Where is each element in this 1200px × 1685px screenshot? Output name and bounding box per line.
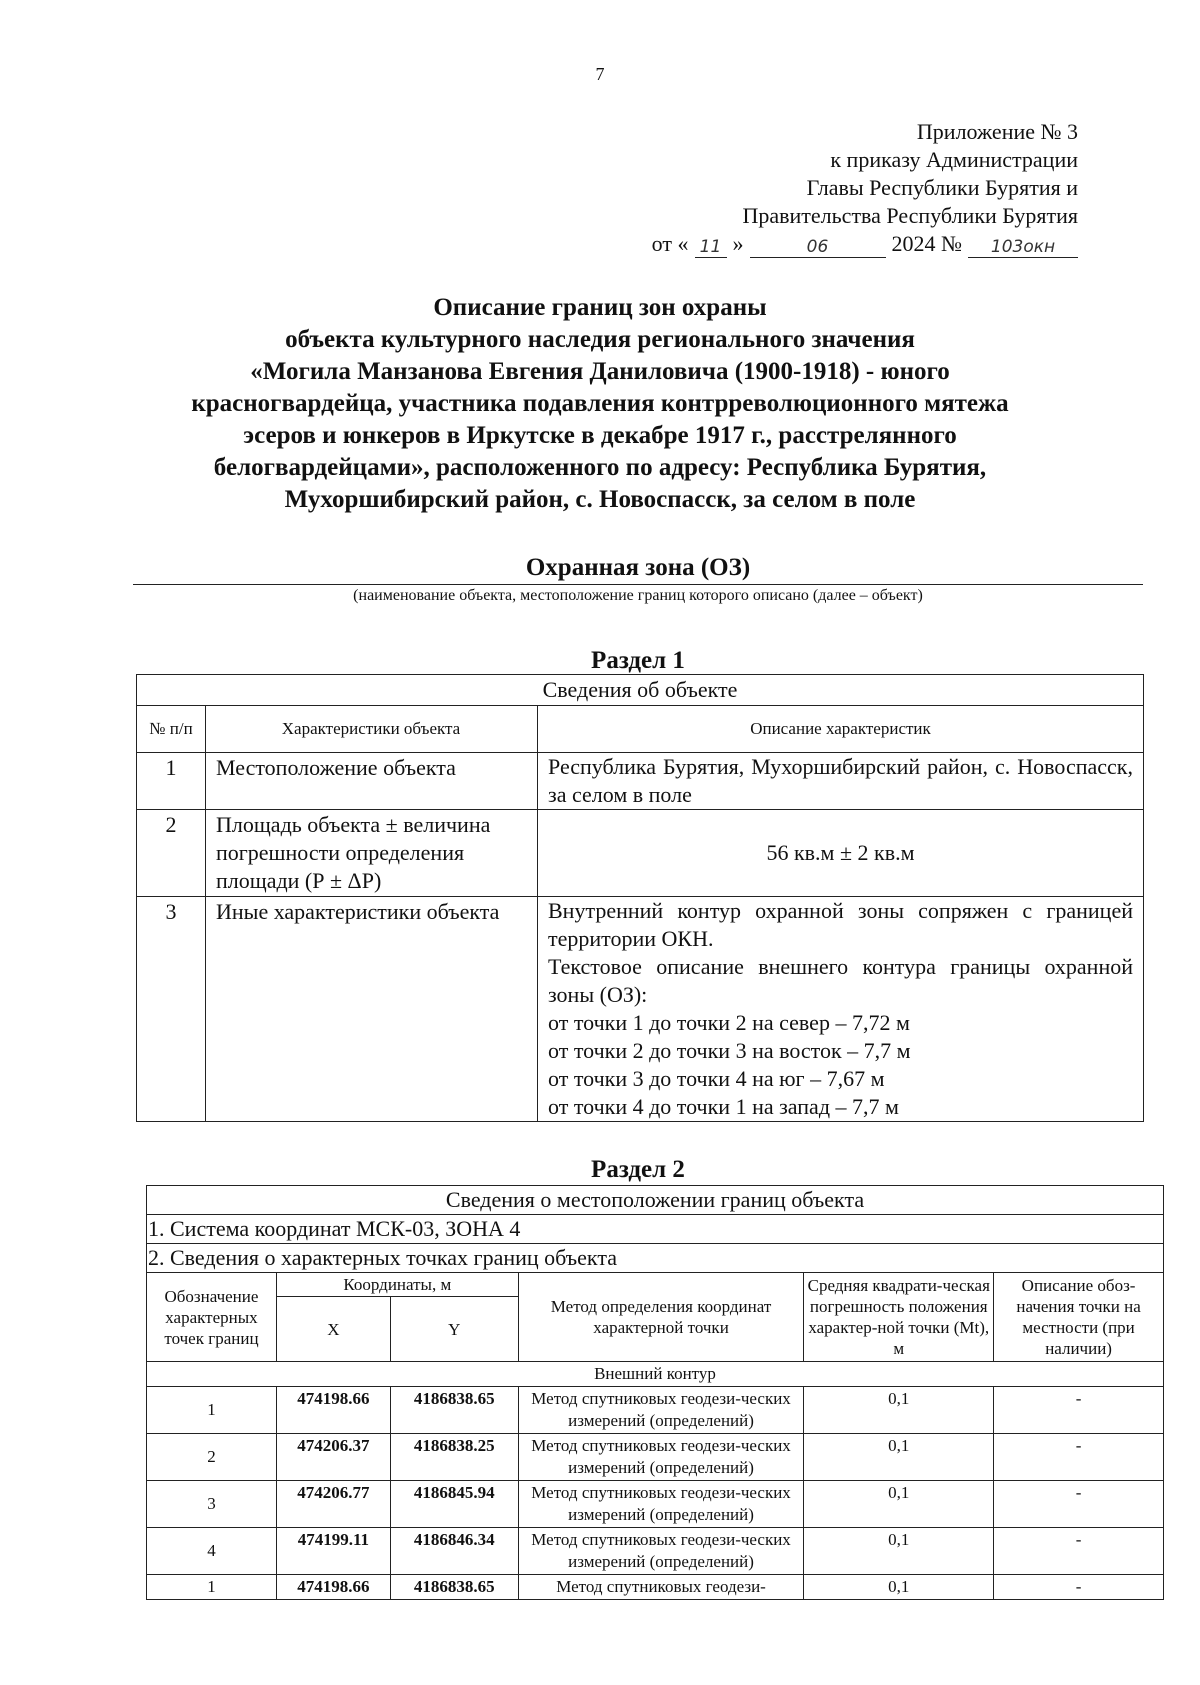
point-method: Метод спутниковых геодези- xyxy=(518,1575,804,1600)
point-x: 474199.11 xyxy=(276,1528,390,1575)
row-num: 2 xyxy=(137,810,206,897)
header-description: Описание характеристик xyxy=(538,706,1144,753)
title-line-6: белогвардейцами», расположенного по адресу: Республика Бурятия, xyxy=(213,454,987,481)
appendix-line-1: Приложение № 3 xyxy=(916,119,1078,144)
point-description: - xyxy=(994,1528,1164,1575)
point-description: - xyxy=(994,1434,1164,1481)
title-line-7: Мухоршибирский район, с. Новоспасск, за селом в поле xyxy=(284,486,916,513)
point-label: 4 xyxy=(147,1528,277,1575)
header-characteristic: Характеристики объекта xyxy=(206,706,538,753)
point-error: 0,1 xyxy=(804,1387,994,1434)
appendix-line-2: к приказу Администрации xyxy=(830,147,1078,172)
header-coordinates: Координаты, м xyxy=(276,1273,518,1297)
order-day-handwritten: 11 xyxy=(695,237,727,258)
point-method: Метод спутниковых геодези-ческих измерений (определений) xyxy=(518,1434,804,1481)
row-num: 1 xyxy=(137,753,206,810)
row-characteristic: Иные характеристики объекта xyxy=(206,897,538,1122)
boundary-points-table xyxy=(146,1185,1164,1600)
desc-line: от точки 3 до точки 4 на юг – 7,67 м xyxy=(548,1066,885,1091)
location-caption: Сведения о местоположении границ объекта xyxy=(147,1186,1164,1215)
row-description: Республика Бурятия, Мухоршибирский район, с. Новоспасск, за селом в поле xyxy=(538,753,1144,810)
desc-line: от точки 2 до точки 3 на восток – 7,7 м xyxy=(548,1038,911,1063)
point-error: 0,1 xyxy=(804,1528,994,1575)
zone-name: Охранная зона (ОЗ) xyxy=(133,553,1143,585)
desc-line: от точки 4 до точки 1 на запад – 7,7 м xyxy=(548,1094,899,1119)
table-row xyxy=(147,1481,1164,1528)
desc-line: от точки 1 до точки 2 на север – 7,72 м xyxy=(548,1010,910,1035)
row-description xyxy=(538,897,1144,1122)
title-line-4: красногвардейца, участника подавления контрреволюционного мятежа xyxy=(191,390,1009,417)
order-mid: » xyxy=(732,231,744,256)
point-description: - xyxy=(994,1575,1164,1600)
point-description: - xyxy=(994,1481,1164,1528)
appendix-line-4: Правительства Республики Бурятия xyxy=(742,203,1078,228)
point-error: 0,1 xyxy=(804,1575,994,1600)
page-number: 7 xyxy=(595,64,605,84)
table-row xyxy=(147,1575,1164,1600)
table-row xyxy=(137,753,1144,810)
appendix-line-3: Главы Республики Бурятия и xyxy=(806,175,1078,200)
point-y: 4186838.25 xyxy=(390,1434,518,1481)
table-row xyxy=(147,1387,1164,1434)
desc-line: Внутренний контур охранной зоны сопряжен с границей территории ОКН. xyxy=(548,898,1133,951)
outer-contour-label: Внешний контур xyxy=(147,1362,1164,1387)
row-num: 3 xyxy=(137,897,206,1122)
section-1-title: Раздел 1 xyxy=(591,647,685,674)
point-method: Метод спутниковых геодези-ческих измерений (определений) xyxy=(518,1387,804,1434)
point-x: 474206.37 xyxy=(276,1434,390,1481)
title-line-5: эсеров и юнкеров в Иркутске в декабре 1917 г., расстрелянного xyxy=(243,422,957,449)
row-characteristic: Местоположение объекта xyxy=(206,753,538,810)
section-2-title: Раздел 2 xyxy=(591,1156,685,1183)
table-row xyxy=(147,1434,1164,1481)
order-number-handwritten: 103окн xyxy=(968,237,1078,258)
title-line-1: Описание границ зон охраны xyxy=(433,294,767,321)
point-x: 474198.66 xyxy=(276,1387,390,1434)
order-prefix: от « xyxy=(651,231,689,256)
characteristic-points-row: 2. Сведения о характерных точках границ объекта xyxy=(147,1244,1164,1273)
header-error: Средняя квадрати-ческая погрешность положения характер-ной точки (Mt), м xyxy=(804,1273,994,1362)
point-method: Метод спутниковых геодези-ческих измерений (определений) xyxy=(518,1528,804,1575)
object-info-table xyxy=(136,674,1144,1122)
point-y: 4186838.65 xyxy=(390,1575,518,1600)
header-method: Метод определения координат характерной точки xyxy=(518,1273,804,1362)
point-y: 4186846.34 xyxy=(390,1528,518,1575)
point-label: 1 xyxy=(147,1387,277,1434)
document-title xyxy=(150,292,1050,516)
point-label: 1 xyxy=(147,1575,277,1600)
table-row xyxy=(137,897,1144,1122)
point-x: 474198.66 xyxy=(276,1575,390,1600)
title-line-2: объекта культурного наследия регионального значения xyxy=(285,326,915,353)
object-info-caption: Сведения об объекте xyxy=(137,675,1144,706)
point-method: Метод спутниковых геодези-ческих измерений (определений) xyxy=(518,1481,804,1528)
point-x: 474206.77 xyxy=(276,1481,390,1528)
zone-caption: (наименование объекта, местоположение границ которого описано (далее – объект) xyxy=(353,587,923,604)
appendix-block xyxy=(652,118,1078,258)
row-description: 56 кв.м ± 2 кв.м xyxy=(538,810,1144,897)
coordinate-system-row: 1. Система координат МСК-03, ЗОНА 4 xyxy=(147,1215,1164,1244)
point-y: 4186838.65 xyxy=(390,1387,518,1434)
row-characteristic: Площадь объекта ± величина погрешности определения площади (Р ± ΔР) xyxy=(206,810,538,897)
point-description: - xyxy=(994,1387,1164,1434)
order-month-handwritten: 06 xyxy=(750,237,886,258)
point-label: 3 xyxy=(147,1481,277,1528)
header-point-label: Обозначение характерных точек границ xyxy=(147,1273,277,1362)
header-point-description: Описание обоз-начения точки на местности (при наличии) xyxy=(994,1273,1164,1362)
point-error: 0,1 xyxy=(804,1434,994,1481)
order-year-label: 2024 № xyxy=(891,231,962,256)
title-line-3: «Могила Манзанова Евгения Даниловича (1900-1918) - юного xyxy=(250,358,950,385)
order-date-line xyxy=(652,230,1078,258)
table-row xyxy=(147,1528,1164,1575)
point-error: 0,1 xyxy=(804,1481,994,1528)
point-label: 2 xyxy=(147,1434,277,1481)
header-y: Y xyxy=(390,1297,518,1362)
desc-line: Текстовое описание внешнего контура границы охранной зоны (ОЗ): xyxy=(548,954,1133,1007)
header-x: X xyxy=(276,1297,390,1362)
point-y: 4186845.94 xyxy=(390,1481,518,1528)
header-num: № п/п xyxy=(137,706,206,753)
table-row xyxy=(137,810,1144,897)
